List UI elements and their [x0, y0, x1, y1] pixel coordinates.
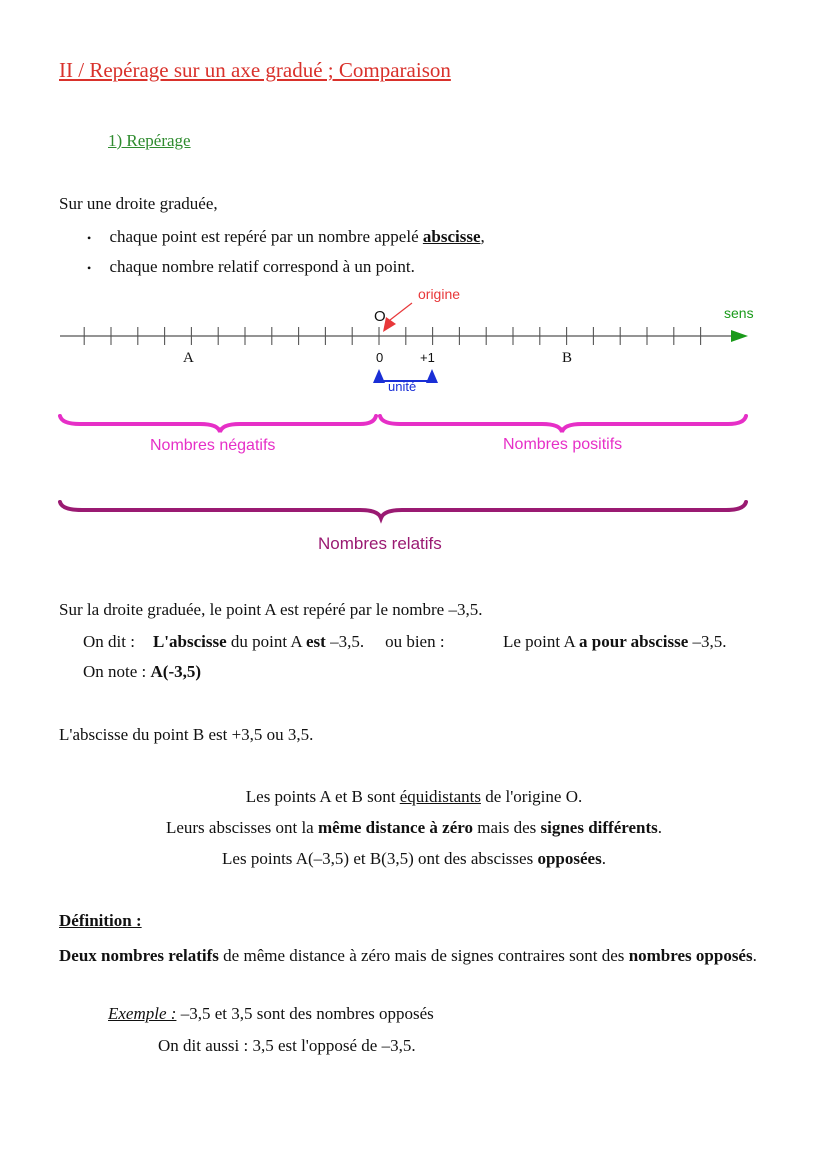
negatives-brace	[60, 416, 376, 432]
positives-brace	[380, 416, 746, 432]
point-a-label: A	[183, 350, 194, 366]
bullet-icon: •	[87, 261, 92, 275]
equidistants-term: équidistants	[399, 787, 481, 806]
example-line: Exemple : –3,5 et 3,5 sont des nombres opposés	[108, 1004, 434, 1023]
center-line-2: Leurs abscisses ont la même distance à zéro mais des signes différents.	[165, 818, 663, 837]
unit-label: unité	[388, 379, 417, 394]
direction-arrow-icon	[731, 330, 748, 342]
on-dit-alternative: Le point A a pour abscisse –3,5.	[503, 632, 727, 651]
bullet-item-1: • chaque point est repéré par un nombre appelé abscisse,	[87, 227, 485, 246]
zero-label: 0	[376, 350, 384, 365]
plus-one-label: +1	[420, 350, 435, 365]
para-point-a: Sur la droite graduée, le point A est repéré par le nombre –3,5.	[59, 600, 483, 619]
positives-label: Nombres positifs	[503, 436, 623, 453]
abscisse-term: abscisse	[422, 227, 481, 246]
para-point-b: L'abscisse du point B est +3,5 ou 3,5.	[59, 725, 314, 744]
a-notation: A(-3,5)	[150, 662, 202, 681]
origin-pointer-line	[390, 303, 412, 320]
section-title: II / Repérage sur un axe gradué ; Comparaison	[59, 58, 451, 82]
on-note-line: On note : A(-3,5)	[83, 662, 202, 681]
sens-label: sens	[724, 305, 754, 321]
bullet-item-2: • chaque nombre relatif correspond à un point.	[87, 257, 415, 276]
intro-text: Sur une droite graduée,	[59, 194, 218, 213]
origin-label: origine	[418, 286, 461, 302]
negatives-label: Nombres négatifs	[150, 437, 276, 454]
subsection-title: 1) Repérage	[108, 131, 191, 150]
relatives-brace	[60, 502, 746, 518]
center-line-1: Les points A et B sont équidistants de l'origine O.	[245, 787, 583, 806]
definition-title: Définition :	[59, 911, 142, 930]
example-also-line: On dit aussi : 3,5 est l'opposé de –3,5.	[158, 1036, 416, 1055]
on-dit-line: On dit : L'abscisse du point A est –3,5. ou bien :	[83, 632, 445, 651]
definition-body: Deux nombres relatifs de même distance à zéro mais de signes contraires sont des nombres opposés.	[59, 946, 757, 965]
point-b-label: B	[562, 350, 573, 366]
center-line-3: Les points A(–3,5) et B(3,5) ont des abscisses opposées.	[222, 849, 606, 868]
relatives-label: Nombres relatifs	[318, 534, 442, 553]
number-line-diagram	[0, 270, 828, 570]
bullet-icon: •	[87, 231, 92, 245]
example-label: Exemple :	[108, 1004, 177, 1023]
origin-point-label: O	[374, 308, 386, 325]
